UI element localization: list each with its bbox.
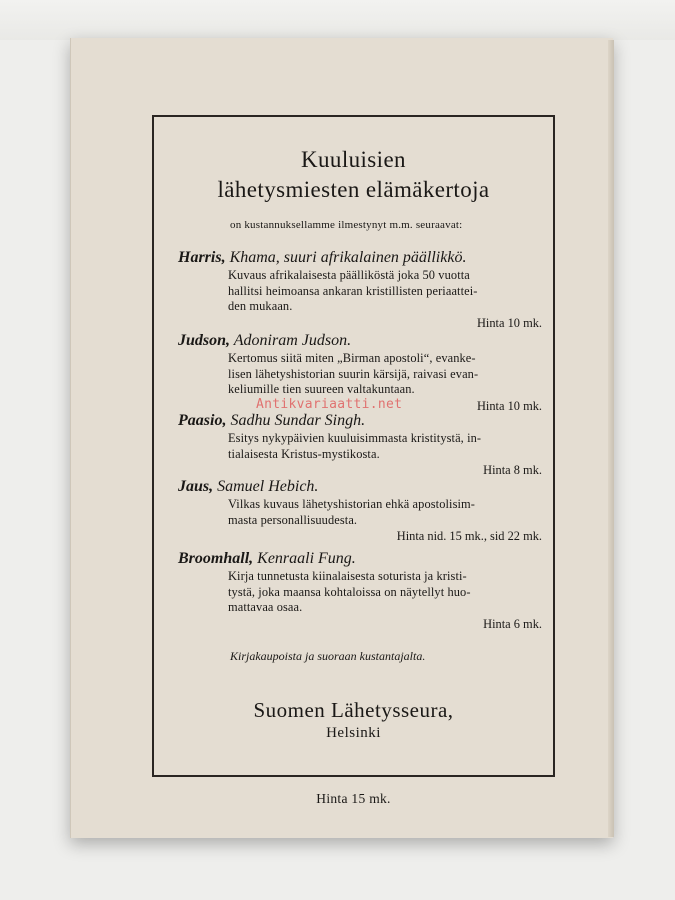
book-page-edge <box>608 40 614 837</box>
desc-line: keliumille tien suureen valtakuntaan. <box>228 382 415 396</box>
entry-title: Sadhu Sundar Singh. <box>226 412 366 429</box>
book-entry-jaus <box>178 477 544 544</box>
desc-line: tystä, joka maansa kohtaloissa on näytellyt huo- <box>228 584 471 599</box>
entry-price: Hinta 10 mk. <box>476 315 542 330</box>
entry-title: Kenraali Fung. <box>253 550 356 567</box>
entry-description <box>228 431 544 462</box>
entry-author: Paasio, <box>178 412 227 429</box>
desc-line: hallitsi heimoansa ankaran kristillisten periaattei- <box>228 283 478 298</box>
cover-price: Hinta 15 mk. <box>316 791 391 806</box>
intro-text: on kustannuksellamme ilmestynyt m.m. seuraavat: <box>230 219 463 231</box>
entry-description <box>228 497 544 528</box>
page-title-line2: lähetysmiesten elämäkertoja <box>217 177 490 202</box>
entry-description <box>228 268 544 315</box>
publisher-name: Suomen Lähetysseura, <box>253 698 454 722</box>
entry-author: Jaus, <box>178 478 214 495</box>
desc-line: Esitys nykypäivien kuuluisimmasta kristitystä, in- <box>228 431 482 445</box>
entry-title: Khama, suuri afrikalainen päällikkö. <box>225 249 467 266</box>
desc-line: tialaisesta Kristus-mystikosta. <box>228 446 380 461</box>
entry-heading <box>178 549 544 569</box>
desc-line: Kertomus siitä miten „Birman apostoli“, evanke- <box>228 351 476 365</box>
entry-price: Hinta nid. 15 mk., sid 22 mk. <box>396 529 542 543</box>
desc-line: den mukaan. <box>228 299 293 313</box>
entry-description <box>228 569 544 616</box>
page-title-line1: Kuuluisien <box>301 147 406 172</box>
desc-line: mattavaa osaa. <box>228 600 303 614</box>
desc-line: Vilkas kuvaus lähetyshistorian ehkä apostolisim- <box>228 497 476 511</box>
entry-price: Hinta 8 mk. <box>483 463 542 477</box>
entry-heading <box>178 477 544 497</box>
backdrop <box>0 0 675 40</box>
book-entry-broomhall <box>178 549 544 632</box>
book-entry-paasio <box>178 411 544 478</box>
desc-line: Kuvaus afrikalaisesta päälliköstä joka 50 vuotta <box>228 268 470 282</box>
availability-note: Kirjakaupoista ja suoraan kustantajalta. <box>230 649 426 663</box>
entry-description <box>228 351 544 398</box>
entry-heading <box>178 248 544 268</box>
publisher-city: Helsinki <box>326 725 381 741</box>
entry-title: Samuel Hebich. <box>213 478 319 495</box>
entry-heading <box>178 331 544 351</box>
entry-heading <box>178 411 544 431</box>
entry-author: Judson, <box>178 332 231 349</box>
book-entry-harris <box>178 248 544 331</box>
desc-line: Kirja tunnetusta kiinalaisesta soturista ja kristi- <box>228 569 467 583</box>
desc-line: lisen lähetyshistorian suurin kärsijä, raivasi evan- <box>228 366 479 381</box>
entry-author: Harris, <box>178 249 226 266</box>
entry-title: Adoniram Judson. <box>230 332 352 349</box>
entry-price: Hinta 6 mk. <box>483 616 542 631</box>
desc-line: masta personallisuudesta. <box>228 512 358 527</box>
watermark-text: Antikvariaatti.net <box>256 397 403 412</box>
entry-author: Broomhall, <box>178 550 254 567</box>
entry-price: Hinta 10 mk. <box>476 398 542 413</box>
